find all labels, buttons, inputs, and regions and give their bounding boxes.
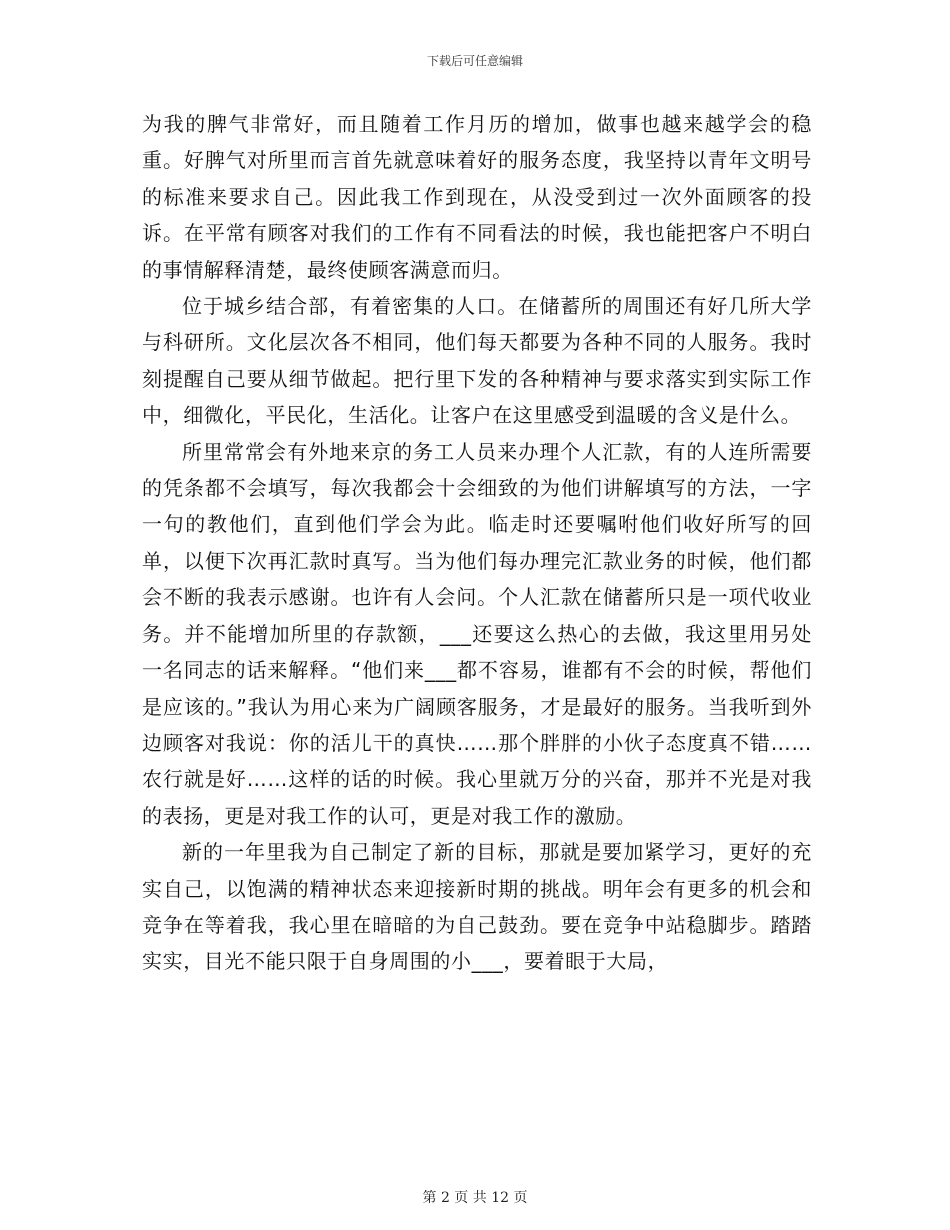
paragraph: 新的一年里我为自己制定了新的目标，那就是要加紧学习，更好的充实自己，以饱满的精神状态来迎接新时期的挑战。明年会有更多的机会和竞争在等着我，我心里在暗暗的为自己鼓劲。要在竞争中站稳脚步。踏踏实实，目光不能只限于自身周围的小___，要着眼于大局，: [142, 840, 812, 974]
document-body: [142, 106, 812, 980]
page-number-footer: 第 2 页 共 12 页: [422, 1190, 528, 1206]
paragraph: 所里常常会有外地来京的务工人员来办理个人汇款，有的人连所需要的凭条都不会填写，每次我都会十会细致的为他们讲解填写的方法，一字一句的教他们，直到他们学会为此。临走时还要嘱咐他们收好所写的回单，以便下次再汇款时真写。当为他们每办理完汇款业务的时候，他们都会不断的我表示感谢。也许有人会问。个人汇款在储蓄所只是一项代收业务。并不能增加所里的存款额，___还要这么热心的去做，我这里用另处一名同志的话来解释。“他们来___都不容易，谁都有不会的时候，帮他们是应该的。”我认为用心来为广阔顾客服务，才是最好的服务。当我听到外边顾客对我说：你的活儿干的真快……那个胖胖的小伙子态度真不错……农行就是好……这样的话的时候。我心里就万分的兴奋，那并不光是对我的表扬，更是对我工作的认可，更是对我工作的激励。: [142, 439, 812, 828]
page-header: 下载后可任意编辑: [426, 54, 523, 68]
paragraph-continued: 为我的脾气非常好，而且随着工作月历的增加，做事也越来越学会的稳重。好脾气对所里而言首先就意味着好的服务态度，我坚持以青年文明号的标准来要求自己。因此我工作到现在，从没受到过一次外面顾客的投诉。在平常有顾客对我们的工作有不同看法的时候，我也能把客户不明白的事情解释清楚，最终使顾客满意而归。: [142, 112, 812, 282]
paragraph: 位于城乡结合部，有着密集的人口。在储蓄所的周围还有好几所大学与科研所。文化层次各不相同，他们每天都要为各种不同的人服务。我时刻提醒自己要从细节做起。把行里下发的各种精神与要求落实到实际工作中，细微化，平民化，生活化。让客户在这里感受到温暖的含义是什么。: [142, 294, 812, 428]
